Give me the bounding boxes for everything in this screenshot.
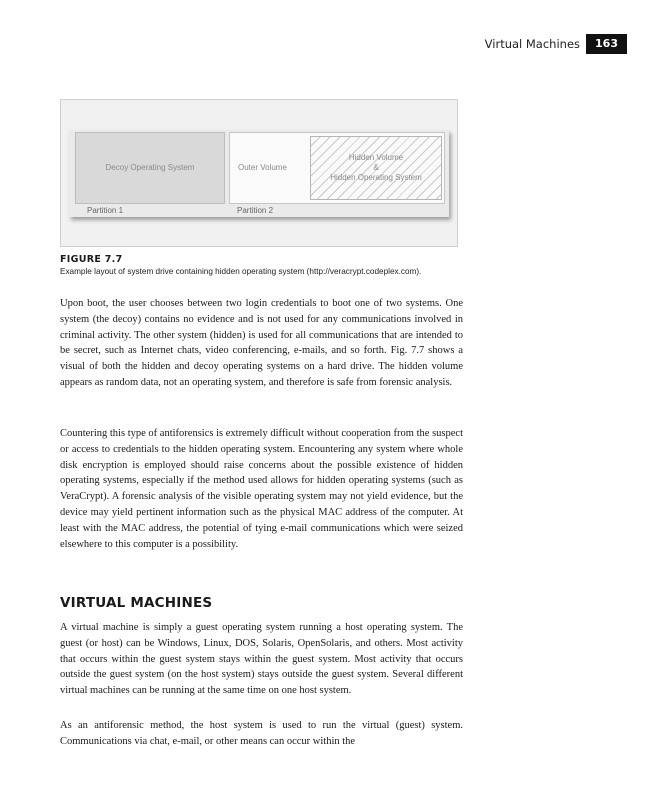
partition-2-label: Partition 2 [237, 206, 274, 215]
partition-1-box [75, 132, 225, 204]
running-header [485, 34, 627, 54]
partition-2-box [229, 132, 445, 204]
paragraph-2: Countering this type of antiforensics is extremely difficult without cooperation from the suspect or access to credentials to the hidden operating system. Encountering any system where whole disk encryption is employed should raise concerns about the possible existence of hidden operating systems, especially if the method used allows for hidden operating systems (such as VeraCrypt). A forensic analysis of the visible operating system may not yield evidence, but the device may yield pertinent information such as the physical MAC address of the computer. At least with the MAC address, the potential of tying e-mail communications which were seized elsewhere to this computer is a possibility. [60, 428, 463, 550]
hidden-volume-line-3: Hidden Operating System [330, 173, 422, 182]
decoy-os-label: Decoy Operating System [105, 163, 195, 172]
hidden-volume-box [310, 136, 442, 200]
section-heading: VIRTUAL MACHINES [60, 595, 213, 611]
paragraph-1: Upon boot, the user chooses between two login credentials to boot one of two systems. One system (the decoy) contains no evidence and is not used for any communications involved in criminal activity. The other system (hidden) is used for all communications that are intended to be secret, such as Internet chats, video conferencing, e-mails, and so forth. Fig. 7.7 shows a visual of both the hidden and decoy operating systems on a hard drive. The hidden volume appears as random data, not an operating system, and therefore is safe from forensic analysis. [60, 298, 463, 388]
outer-volume-label: Outer Volume [238, 163, 287, 172]
hidden-volume-line-2: & [373, 163, 379, 172]
running-title: Virtual Machines [484, 37, 581, 51]
figure-number: FIGURE 7.7 [60, 254, 123, 265]
paragraph-3: A virtual machine is simply a guest operating system running a host operating system. The guest (or host) can be Windows, Linux, DOS, Solaris, OpenSolaris, and others. Most activity that occurs within the guest system stays within the guest system. Most activity that occurs outside the guest system (on the host system) stays outside the guest system. Several different virtual machines can be running at the same time on one host system. [60, 622, 463, 697]
system-drive-diagram [69, 130, 449, 217]
partition-1-label: Partition 1 [87, 206, 124, 215]
hidden-volume-line-1: Hidden Volume [348, 153, 404, 162]
figure-caption: Example layout of system drive containing hidden operating system (http://veracrypt.codeplex.com). [60, 267, 422, 276]
figure-7-7 [60, 99, 458, 247]
paragraph-4: As an antiforensic method, the host system is used to run the virtual (guest) system. Communications via chat, e-mail, or other means can occur within the [60, 720, 463, 747]
page-number: 163 [586, 34, 627, 54]
